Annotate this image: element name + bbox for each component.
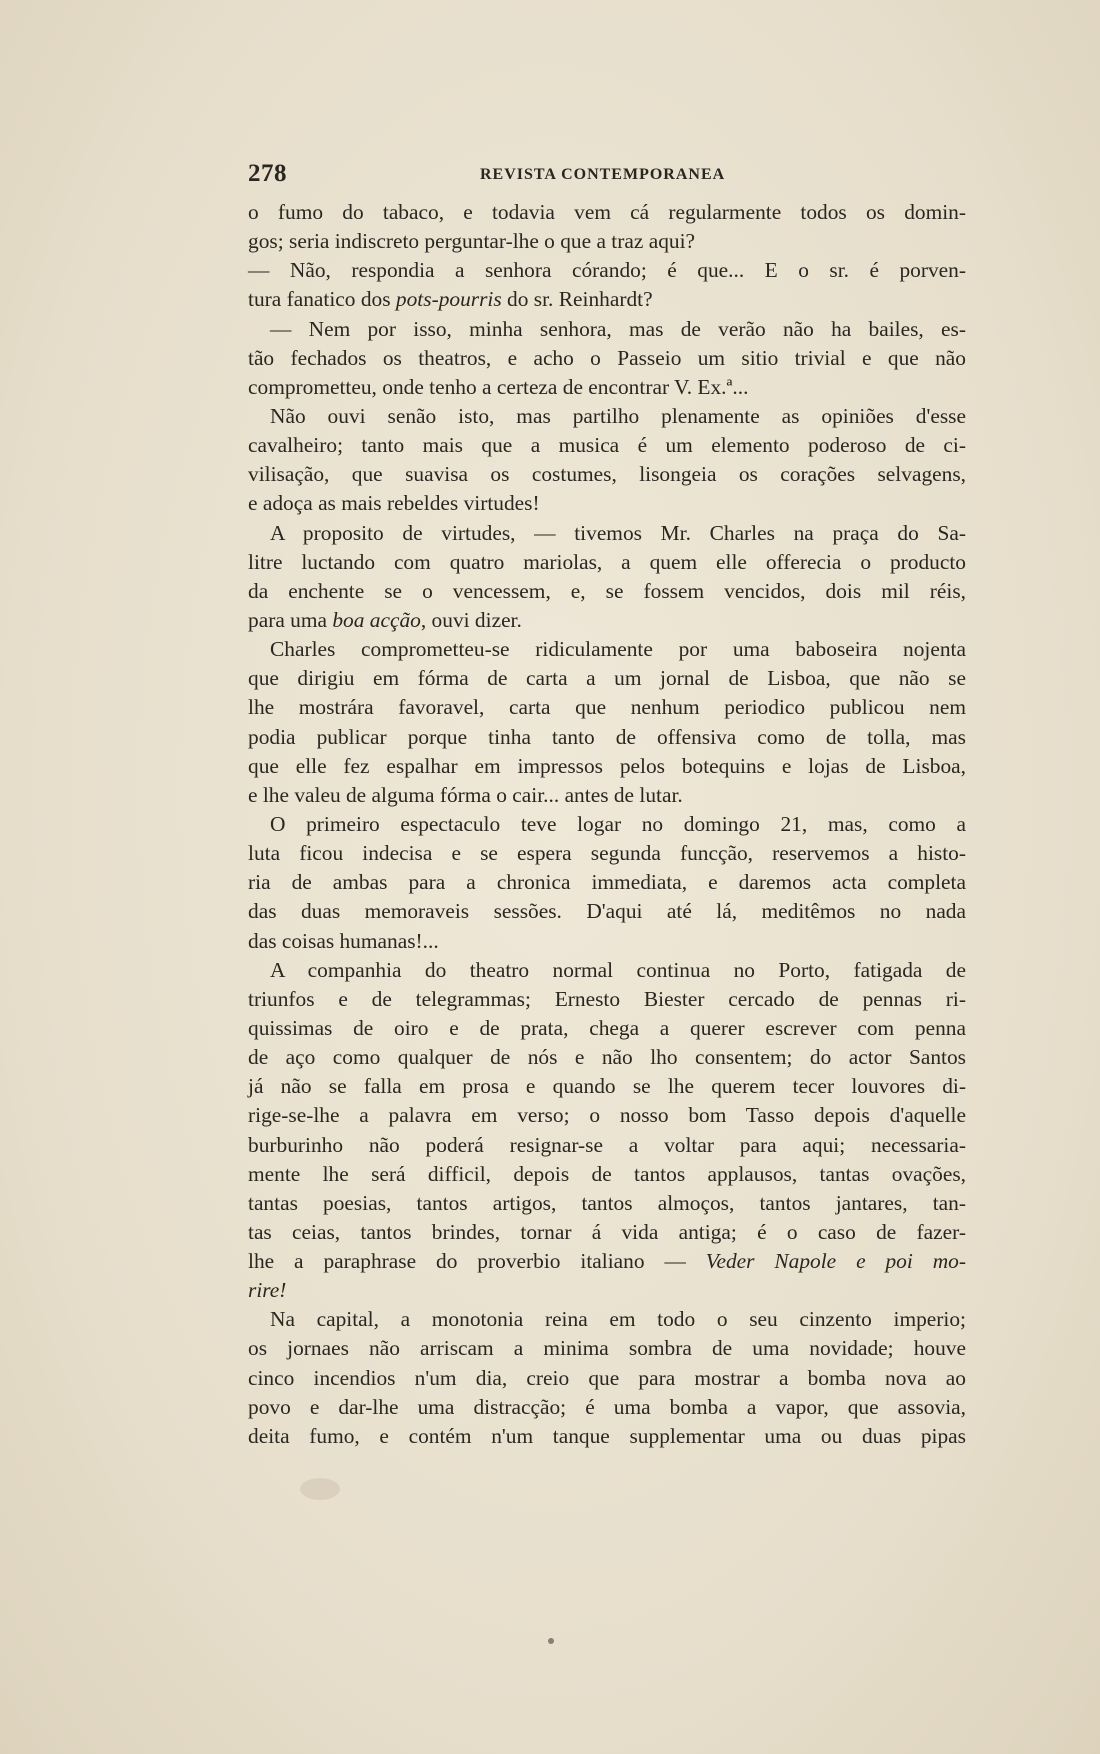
text-line [248,577,966,606]
line-text: e lhe valeu de alguma fórma o cair... antes de lutar. [248,782,683,807]
text-line [248,285,966,314]
line-text: tura fanatico dos [248,287,396,312]
text-line [248,985,966,1014]
line-text: lhe mostrára favoravel, carta que nenhum periodico publicou nem [248,695,966,720]
text-line [248,1189,966,1218]
line-text: quissimas de oiro e de prata, chega a querer escrever com penna [248,1015,966,1040]
text-line [248,1305,966,1334]
line-text: para uma [248,607,333,632]
line-text: burburinho não poderá resignar-se a voltar para aqui; necessaria- [248,1132,966,1157]
text-line [248,1101,966,1130]
line-text: — Não, respondia a senhora córando; é que... E o sr. é porven- [248,258,966,283]
line-text: , ouvi dizer. [420,607,522,632]
text-line [248,1393,966,1422]
line-text: que dirigiu em fórma de carta a um jornal de Lisboa, que não se [248,666,966,691]
text-line [248,664,966,693]
text-line [248,402,966,431]
line-text: lhe a paraphrase do proverbio italiano — [248,1249,706,1274]
italic-text: rire! [248,1278,287,1303]
line-text: Na capital, a monotonia reina em todo o seu cinzento imperio; [270,1307,966,1332]
line-text: Não ouvi senão isto, mas partilho plenamente as opiniões d'esse [270,403,966,428]
italic-text: pots-pourris [395,287,502,312]
text-line [248,723,966,752]
line-text: do sr. Reinhardt? [501,287,653,312]
text-line [248,373,966,402]
text-line [248,1218,966,1247]
line-text: mente lhe será difficil, depois de tantos applausos, tantas ovações, [248,1161,966,1186]
line-text: deita fumo, e contém n'um tanque supplementar uma ou duas pipas [248,1423,966,1448]
text-line [248,256,966,285]
text-line [248,519,966,548]
line-text: cavalheiro; tanto mais que a musica é um elemento poderoso de ci- [248,433,966,458]
text-line [248,460,966,489]
text-line [248,635,966,664]
line-text: que elle fez espalhar em impressos pelos botequins e lojas de Lisboa, [248,753,966,778]
text-line [248,315,966,344]
text-line [248,839,966,868]
line-text: Charles comprometteu-se ridiculamente por uma baboseira nojenta [270,637,966,662]
text-line [248,606,966,635]
text-line [248,693,966,722]
text-line [248,956,966,985]
italic-text: Veder Napole e poi mo- [705,1249,966,1274]
line-text: luta ficou indecisa e se espera segunda funcção, reservemos a histo- [248,841,966,866]
line-text: tas ceias, tantos brindes, tornar á vida antiga; é o caso de fazer- [248,1219,966,1244]
italic-text: boa acção [332,607,421,632]
text-line [248,1247,966,1276]
text-line [248,489,966,518]
line-text: já não se falla em prosa e quando se lhe querem tecer louvores di- [248,1074,966,1099]
running-title: REVISTA CONTEMPORANEA [480,166,726,183]
line-text: e adoça as mais rebeldes virtudes! [248,491,540,516]
text-line [248,1014,966,1043]
line-text: ria de ambas para a chronica immediata, e daremos acta completa [248,870,966,895]
text-line [248,1043,966,1072]
text-line [248,810,966,839]
text-line [248,1131,966,1160]
body-text [248,198,966,1451]
text-line [248,1364,966,1393]
text-line [248,198,966,227]
line-text: gos; seria indiscreto perguntar-lhe o que a traz aqui? [248,229,696,254]
line-text: podia publicar porque tinha tanto de offensiva como de tolla, mas [248,724,966,749]
line-text: rige-se-lhe a palavra em verso; o nosso bom Tasso depois d'aquelle [248,1103,966,1128]
line-text: cinco incendios n'um dia, creio que para mostrar a bomba nova ao [248,1365,966,1390]
line-text: de aço como qualquer de nós e não lho consentem; do actor Santos [248,1045,966,1070]
line-text: das duas memoraveis sessões. D'aqui até lá, meditêmos no nada [248,899,966,924]
line-text: das coisas humanas!... [248,928,439,953]
paper-stain [548,1638,554,1644]
line-text: triunfos e de telegrammas; Ernesto Biester cercado de pennas ri- [248,986,966,1011]
line-text: da enchente se o vencessem, e, se fossem vencidos, dois mil réis, [248,578,966,603]
text-line [248,897,966,926]
text-line [248,1276,966,1305]
text-line [248,927,966,956]
text-line [248,344,966,373]
line-text: A companhia do theatro normal continua no Porto, fatigada de [270,957,966,982]
line-text: tantas poesias, tantos artigos, tantos almoços, tantos jantares, tan- [248,1190,966,1215]
line-text: O primeiro espectaculo teve logar no domingo 21, mas, como a [270,811,966,836]
text-line [248,868,966,897]
text-line [248,1072,966,1101]
line-text: os jornaes não arriscam a minima sombra de uma novidade; houve [248,1336,966,1361]
text-line [248,227,966,256]
line-text: comprometteu, onde tenho a certeza de encontrar V. Ex.ª... [248,374,749,399]
text-line [248,1160,966,1189]
line-text: vilisação, que suavisa os costumes, lisongeia os corações selvagens, [248,462,966,487]
text-line [248,548,966,577]
text-line [248,781,966,810]
text-line [248,431,966,460]
line-text: povo e dar-lhe uma distracção; é uma bomba a vapor, que assovia, [248,1394,966,1419]
line-text: o fumo do tabaco, e todavia vem cá regularmente todos os domin- [248,200,966,224]
page-number: 278 [248,160,287,187]
page-header [248,160,968,190]
line-text: — Nem por isso, minha senhora, mas de verão não ha bailes, es- [270,316,966,341]
line-text: tão fechados os theatros, e acho o Passeio um sitio trivial e que não [248,345,966,370]
paper-stain [300,1478,340,1500]
text-line [248,1422,966,1451]
text-line [248,1334,966,1363]
line-text: litre luctando com quatro mariolas, a quem elle offerecia o producto [248,549,966,574]
text-line [248,752,966,781]
line-text: A proposito de virtudes, — tivemos Mr. Charles na praça do Sa- [270,520,966,545]
